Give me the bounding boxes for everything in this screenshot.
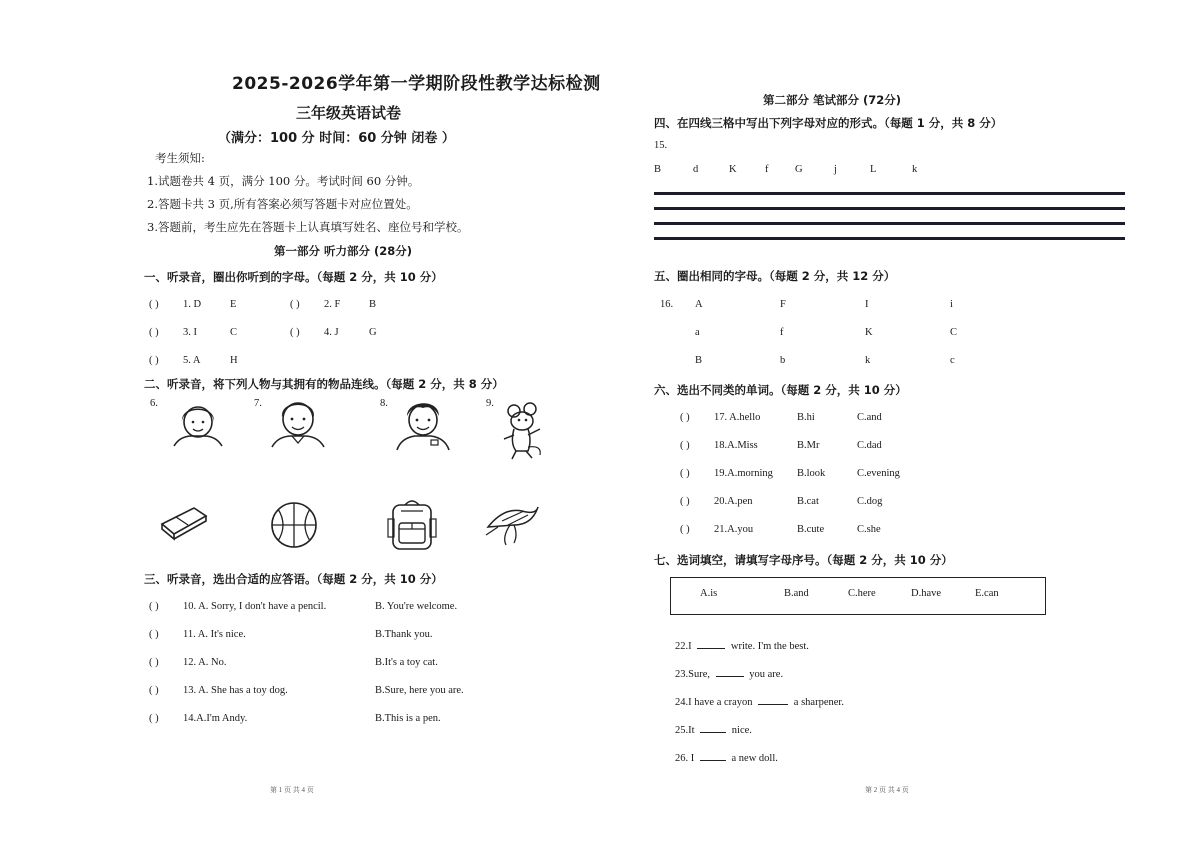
list-item: ( ) 10. A. Sorry, I don't have a pencil. [149, 601, 327, 612]
schoolbag-icon [385, 497, 439, 553]
answer-paren[interactable]: ( ) [149, 685, 159, 696]
response-option: B.Sure, here you are. [375, 685, 464, 696]
list-item: ( ) 21.A.you [680, 524, 754, 535]
ball-icon [268, 501, 320, 549]
girl-face-icon [172, 398, 224, 446]
answer-paren[interactable]: ( ) [149, 657, 159, 668]
answer-paren[interactable]: ( ) [149, 327, 159, 338]
notice-item: 3.答题前，考生应先在答题卡上认真填写姓名、座位号和学校。 [147, 220, 469, 234]
notice-item: 1.试题卷共 4 页，满分 100 分。考试时间 60 分钟。 [147, 174, 420, 188]
cartoon-mouse-icon [500, 403, 546, 459]
letter-choice[interactable]: A [695, 299, 703, 310]
letter: j [834, 164, 837, 175]
word-option: C.she [857, 524, 881, 535]
notice-heading: 考生须知: [155, 151, 205, 165]
letter-choice[interactable]: f [780, 327, 784, 338]
list-item: ( ) 13. A. She has a toy dog. [149, 685, 288, 696]
letter-choice[interactable]: b [780, 355, 786, 366]
writing-line[interactable] [654, 207, 1125, 210]
letter-choice[interactable]: I [865, 299, 869, 310]
question-number: 15. [654, 140, 668, 151]
answer-paren[interactable]: ( ) [149, 299, 159, 310]
writing-line[interactable] [654, 222, 1125, 225]
letter: K [729, 164, 737, 175]
letter: f [765, 164, 769, 175]
letter-choice[interactable]: c [950, 355, 955, 366]
answer-paren[interactable]: ( ) [680, 440, 690, 451]
section7-heading: 七、选词填空，请填写字母序号。（每题 2 分，共 10 分） [654, 553, 953, 567]
letter-choice[interactable]: a [695, 327, 700, 338]
letter-choice[interactable]: k [865, 355, 871, 366]
exam-info: （满分：100 分 时间：60 分钟 闭卷 ） [218, 131, 455, 146]
letter: B [654, 164, 662, 175]
boy-with-badge-icon [395, 396, 451, 450]
exam-title: 2025-2026学年第一学期阶段性教学达标检测 [232, 74, 601, 94]
word-bank-option: A.is [700, 588, 718, 599]
question-number: 8. [380, 398, 388, 409]
letter-choice[interactable]: K [865, 327, 873, 338]
answer-paren[interactable]: ( ) [680, 496, 690, 507]
part2-heading: 第二部分 笔试部分 (72分) [763, 93, 902, 107]
word-option: B.hi [797, 412, 815, 423]
section5-heading: 五、圈出相同的字母。（每题 2 分，共 12 分） [654, 269, 896, 283]
eraser-icon [158, 502, 210, 540]
fill-blank-item: 26. I a new doll. [675, 753, 778, 764]
fill-blank-item: 24.I have a crayon a sharpener. [675, 697, 844, 708]
fill-blank-item: 23.Sure, you are. [675, 669, 784, 680]
list-item: ( ) 14.A.I'm Andy. [149, 713, 248, 724]
response-option: B.Thank you. [375, 629, 433, 640]
section4-heading: 四、在四线三格中写出下列字母对应的形式。（每题 1 分，共 8 分） [654, 116, 1003, 130]
answer-paren[interactable]: ( ) [290, 299, 300, 310]
question-number: 9. [486, 398, 494, 409]
letter: G [795, 164, 803, 175]
letter-choice[interactable]: C [950, 327, 958, 338]
exam-subtitle: 三年级英语试卷 [296, 104, 402, 122]
letter-option: H [230, 355, 238, 366]
part1-heading: 第一部分 听力部分 (28分) [274, 244, 413, 258]
word-option: B.look [797, 468, 826, 479]
word-bank-option: C.here [848, 588, 876, 599]
page-footer: 第 2 页 共 4 页 [865, 786, 909, 794]
answer-paren[interactable]: ( ) [290, 327, 300, 338]
writing-line[interactable] [654, 237, 1125, 240]
section1-heading: 一、听录音，圈出你听到的字母。（每题 2 分，共 10 分） [144, 270, 443, 284]
list-item: ( ) 11. A. It's nice. [149, 629, 246, 640]
list-item: ( ) 20.A.pen [680, 496, 753, 507]
answer-paren[interactable]: ( ) [149, 355, 159, 366]
list-item: ( ) 4. J [290, 327, 339, 338]
answer-blank[interactable] [697, 639, 725, 649]
boy-face-icon [270, 395, 326, 447]
letter-option: E [230, 299, 237, 310]
letter-choice[interactable]: i [950, 299, 953, 310]
list-item: ( ) 1. D [149, 299, 202, 310]
answer-paren[interactable]: ( ) [680, 468, 690, 479]
word-option: C.and [857, 412, 882, 423]
word-option: C.dog [857, 496, 883, 507]
answer-blank[interactable] [716, 667, 744, 677]
section3-heading: 三、听录音，选出合适的应答语。（每题 2 分，共 10 分） [144, 572, 443, 586]
word-option: B.cat [797, 496, 819, 507]
response-option: B.This is a pen. [375, 713, 441, 724]
answer-blank[interactable] [700, 723, 726, 733]
answer-blank[interactable] [758, 695, 788, 705]
writing-line[interactable] [654, 192, 1125, 195]
list-item: ( ) 19.A.morning [680, 468, 773, 479]
question-number: 7. [254, 398, 262, 409]
word-option: C.evening [857, 468, 900, 479]
answer-paren[interactable]: ( ) [680, 412, 690, 423]
word-bank-option: D.have [911, 588, 942, 599]
list-item: ( ) 18.A.Miss [680, 440, 758, 451]
word-bank-option: E.can [975, 588, 999, 599]
letter: L [870, 164, 877, 175]
letter-option: C [230, 327, 238, 338]
list-item: ( ) 12. A. No. [149, 657, 227, 668]
kite-icon [484, 503, 540, 547]
letter: d [693, 164, 699, 175]
list-item: ( ) 2. F [290, 299, 341, 310]
letter-option: B [369, 299, 377, 310]
question-number: 6. [150, 398, 158, 409]
answer-paren[interactable]: ( ) [680, 524, 690, 535]
list-item: ( ) 17. A.hello [680, 412, 761, 423]
answer-paren[interactable]: ( ) [149, 713, 159, 724]
word-bank-option: B.and [784, 588, 809, 599]
word-option: B.cute [797, 524, 825, 535]
answer-paren[interactable]: ( ) [149, 601, 159, 612]
response-option: B. You're welcome. [375, 601, 458, 612]
section6-heading: 六、选出不同类的单词。（每题 2 分，共 10 分） [654, 383, 907, 397]
section2-heading: 二、听录音，将下列人物与其拥有的物品连线。（每题 2 分，共 8 分） [144, 377, 504, 391]
letter: k [912, 164, 918, 175]
word-option: B.Mr [797, 440, 820, 451]
list-item: ( ) 5. A [149, 355, 201, 366]
answer-paren[interactable]: ( ) [149, 629, 159, 640]
answer-blank[interactable] [700, 751, 726, 761]
page-footer: 第 1 页 共 4 页 [270, 786, 314, 794]
question-number: 16. [660, 299, 674, 310]
letter-choice[interactable]: B [695, 355, 703, 366]
word-option: C.dad [857, 440, 882, 451]
list-item: ( ) 3. I [149, 327, 197, 338]
letter-option: G [369, 327, 377, 338]
fill-blank-item: 25.It nice. [675, 725, 752, 736]
notice-item: 2.答题卡共 3 页,所有答案必须写答题卡对应位置处。 [147, 197, 418, 211]
letter-choice[interactable]: F [780, 299, 786, 310]
fill-blank-item: 22.I write. I'm the best. [675, 641, 809, 652]
response-option: B.It's a toy cat. [375, 657, 438, 668]
